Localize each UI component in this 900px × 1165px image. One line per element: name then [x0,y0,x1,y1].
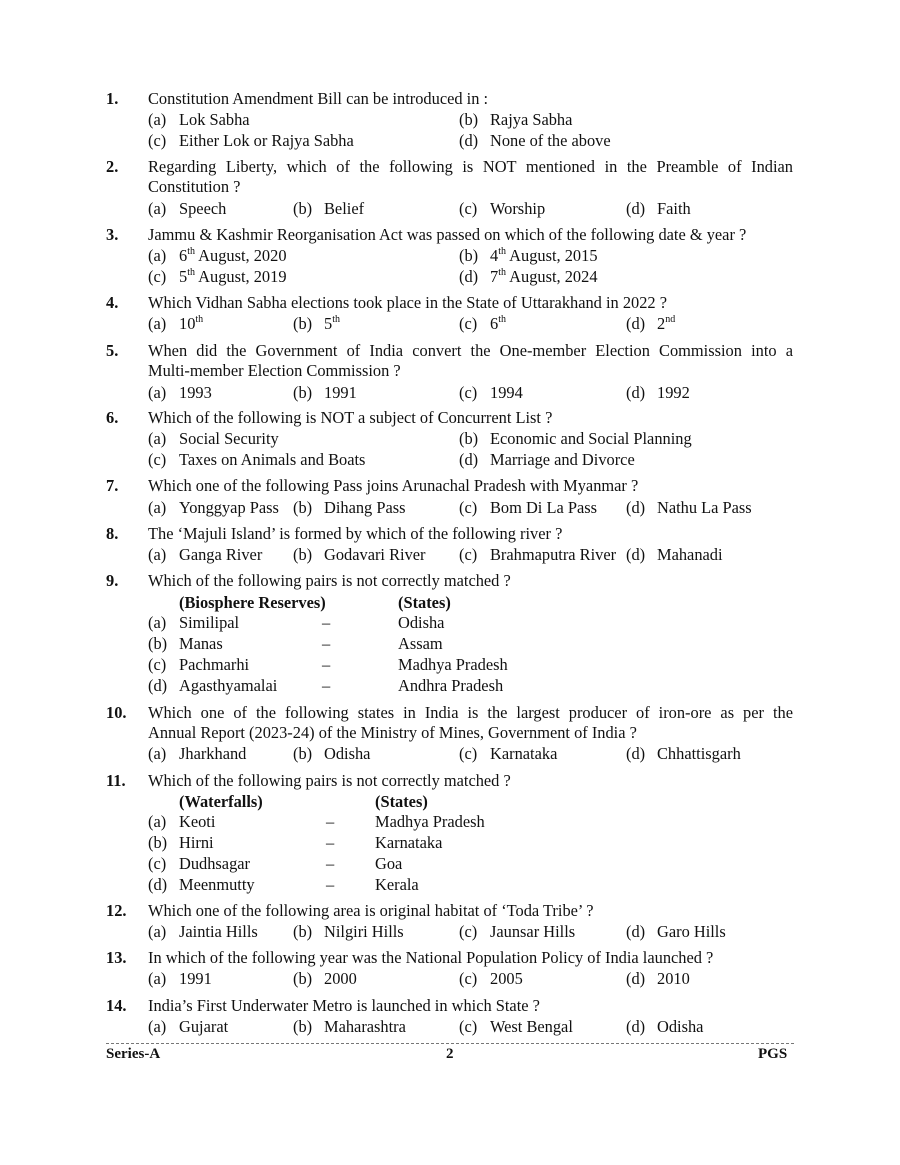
option-d: (d) 7th August, 2024 [459,266,598,286]
question-number: 1. [106,89,119,108]
option-a: (a) Social Security [148,429,279,448]
option-d: (d) Marriage and Divorce [459,450,635,469]
option-b: (b) Odisha [293,744,371,763]
question-text-line-1: Which one of the following states in India is the largest producer of iron-ore as per the [148,703,793,722]
question-number: 4. [106,293,119,312]
option-b: (b) 4th August, 2015 [459,245,598,265]
option-d: (d) Nathu La Pass [626,498,752,517]
option-c: (c) 6th [459,313,506,333]
column-header-right: (States) [375,792,428,811]
question-text: Constitution Amendment Bill can be introduced in : [148,89,489,108]
question-number: 11. [106,771,126,790]
option-a: (a) 1993 [148,383,212,402]
option-d: (d) 2010 [626,969,690,988]
option-d: (d) None of the above [459,131,611,150]
option-b: (b) Economic and Social Planning [459,429,692,448]
option-b: (b) 2000 [293,969,357,988]
question-text: Which of the following pairs is not correctly matched ? [148,771,511,790]
option-c: (c) West Bengal [459,1017,573,1036]
paper-code: PGS [758,1046,788,1062]
question-text-line-2: Annual Report (2023-24) of the Ministry of Mines, Government of India ? [148,723,637,742]
option-b: (b) Rajya Sabha [459,110,573,129]
option-b: (b) 1991 [293,383,357,402]
option-b: (b) Maharashtra [293,1017,406,1036]
question-text: Which one of the following area is original habitat of ‘Toda Tribe’ ? [148,901,594,920]
option-d: (d) Odisha [626,1017,704,1036]
option-a: (a) 1991 [148,969,212,988]
option-d: (d) Garo Hills [626,922,726,941]
question-number: 3. [106,225,119,244]
question-number: 5. [106,341,119,360]
option-c: (c) Karnataka [459,744,558,763]
question-text: India’s First Underwater Metro is launched in which State ? [148,996,540,1015]
option-d: (d) 2nd [626,313,676,333]
question-number: 9. [106,571,119,590]
question-text: Jammu & Kashmir Reorganisation Act was passed on which of the following date & year ? [148,225,747,244]
series-label: Series-A [106,1046,161,1062]
question-text-line-1: When did the Government of India convert the One-member Election Commission into a [148,341,793,360]
question-number: 8. [106,524,119,543]
question-text: Which of the following is NOT a subject of Concurrent List ? [148,408,553,427]
option-c: (c) Taxes on Animals and Boats [148,450,366,469]
option-b: (b) Belief [293,199,365,218]
option-a: (a) 6th August, 2020 [148,245,287,265]
option-a: (a) Jaintia Hills [148,922,258,941]
question-number: 14. [106,996,127,1015]
question-text: The ‘Majuli Island’ is formed by which of the following river ? [148,524,563,543]
option-c: (c) Bom Di La Pass [459,498,597,517]
footer-divider [106,1043,794,1044]
question-text-line-2: Constitution ? [148,177,241,196]
question-number: 13. [106,948,127,967]
question-text: In which of the following year was the National Population Policy of India launched ? [148,948,714,967]
option-a: (a) Gujarat [148,1017,229,1036]
option-d: (d) Chhattisgarh [626,744,741,763]
question-number: 12. [106,901,127,920]
option-c: (c) 5th August, 2019 [148,266,287,286]
question-text-line-2: Multi-member Election Commission ? [148,361,401,380]
option-a: (a) 10th [148,313,204,333]
option-c: (c) Worship [459,199,546,218]
option-b: (b) 5th [293,313,340,333]
page-number: 2 [446,1046,454,1062]
option-c: (c) 2005 [459,969,523,988]
option-a: (a) Lok Sabha [148,110,250,129]
column-header-left: (Waterfalls) [179,792,263,811]
question-text: Which of the following pairs is not correctly matched ? [148,571,511,590]
question-number: 2. [106,157,119,176]
option-d: (d) Faith [626,199,691,218]
option-a: (a) Yonggyap Pass [148,498,279,517]
question-number: 7. [106,476,119,495]
question-number: 10. [106,703,127,722]
column-header-left: (Biosphere Reserves) [179,593,326,612]
option-a: (a) Ganga River [148,545,263,564]
question-text: Which Vidhan Sabha elections took place in the State of Uttarakhand in 2022 ? [148,293,667,312]
option-b: (b) Godavari River [293,545,426,564]
option-d: (d) Mahanadi [626,545,723,564]
option-a: (a) Speech [148,199,227,218]
question-number: 6. [106,408,119,427]
column-header-right: (States) [398,593,451,612]
question-text-line-1: Regarding Liberty, which of the following is NOT mentioned in the Preamble of Indian [148,157,793,176]
option-c: (c) Either Lok or Rajya Sabha [148,131,354,150]
option-b: (b) Nilgiri Hills [293,922,404,941]
option-c: (c) 1994 [459,383,523,402]
option-c: (c) Brahmaputra River [459,545,617,564]
option-b: (b) Dihang Pass [293,498,406,517]
option-a: (a) Jharkhand [148,744,247,763]
option-c: (c) Jaunsar Hills [459,922,576,941]
question-text: Which one of the following Pass joins Arunachal Pradesh with Myanmar ? [148,476,639,495]
option-d: (d) 1992 [626,383,690,402]
